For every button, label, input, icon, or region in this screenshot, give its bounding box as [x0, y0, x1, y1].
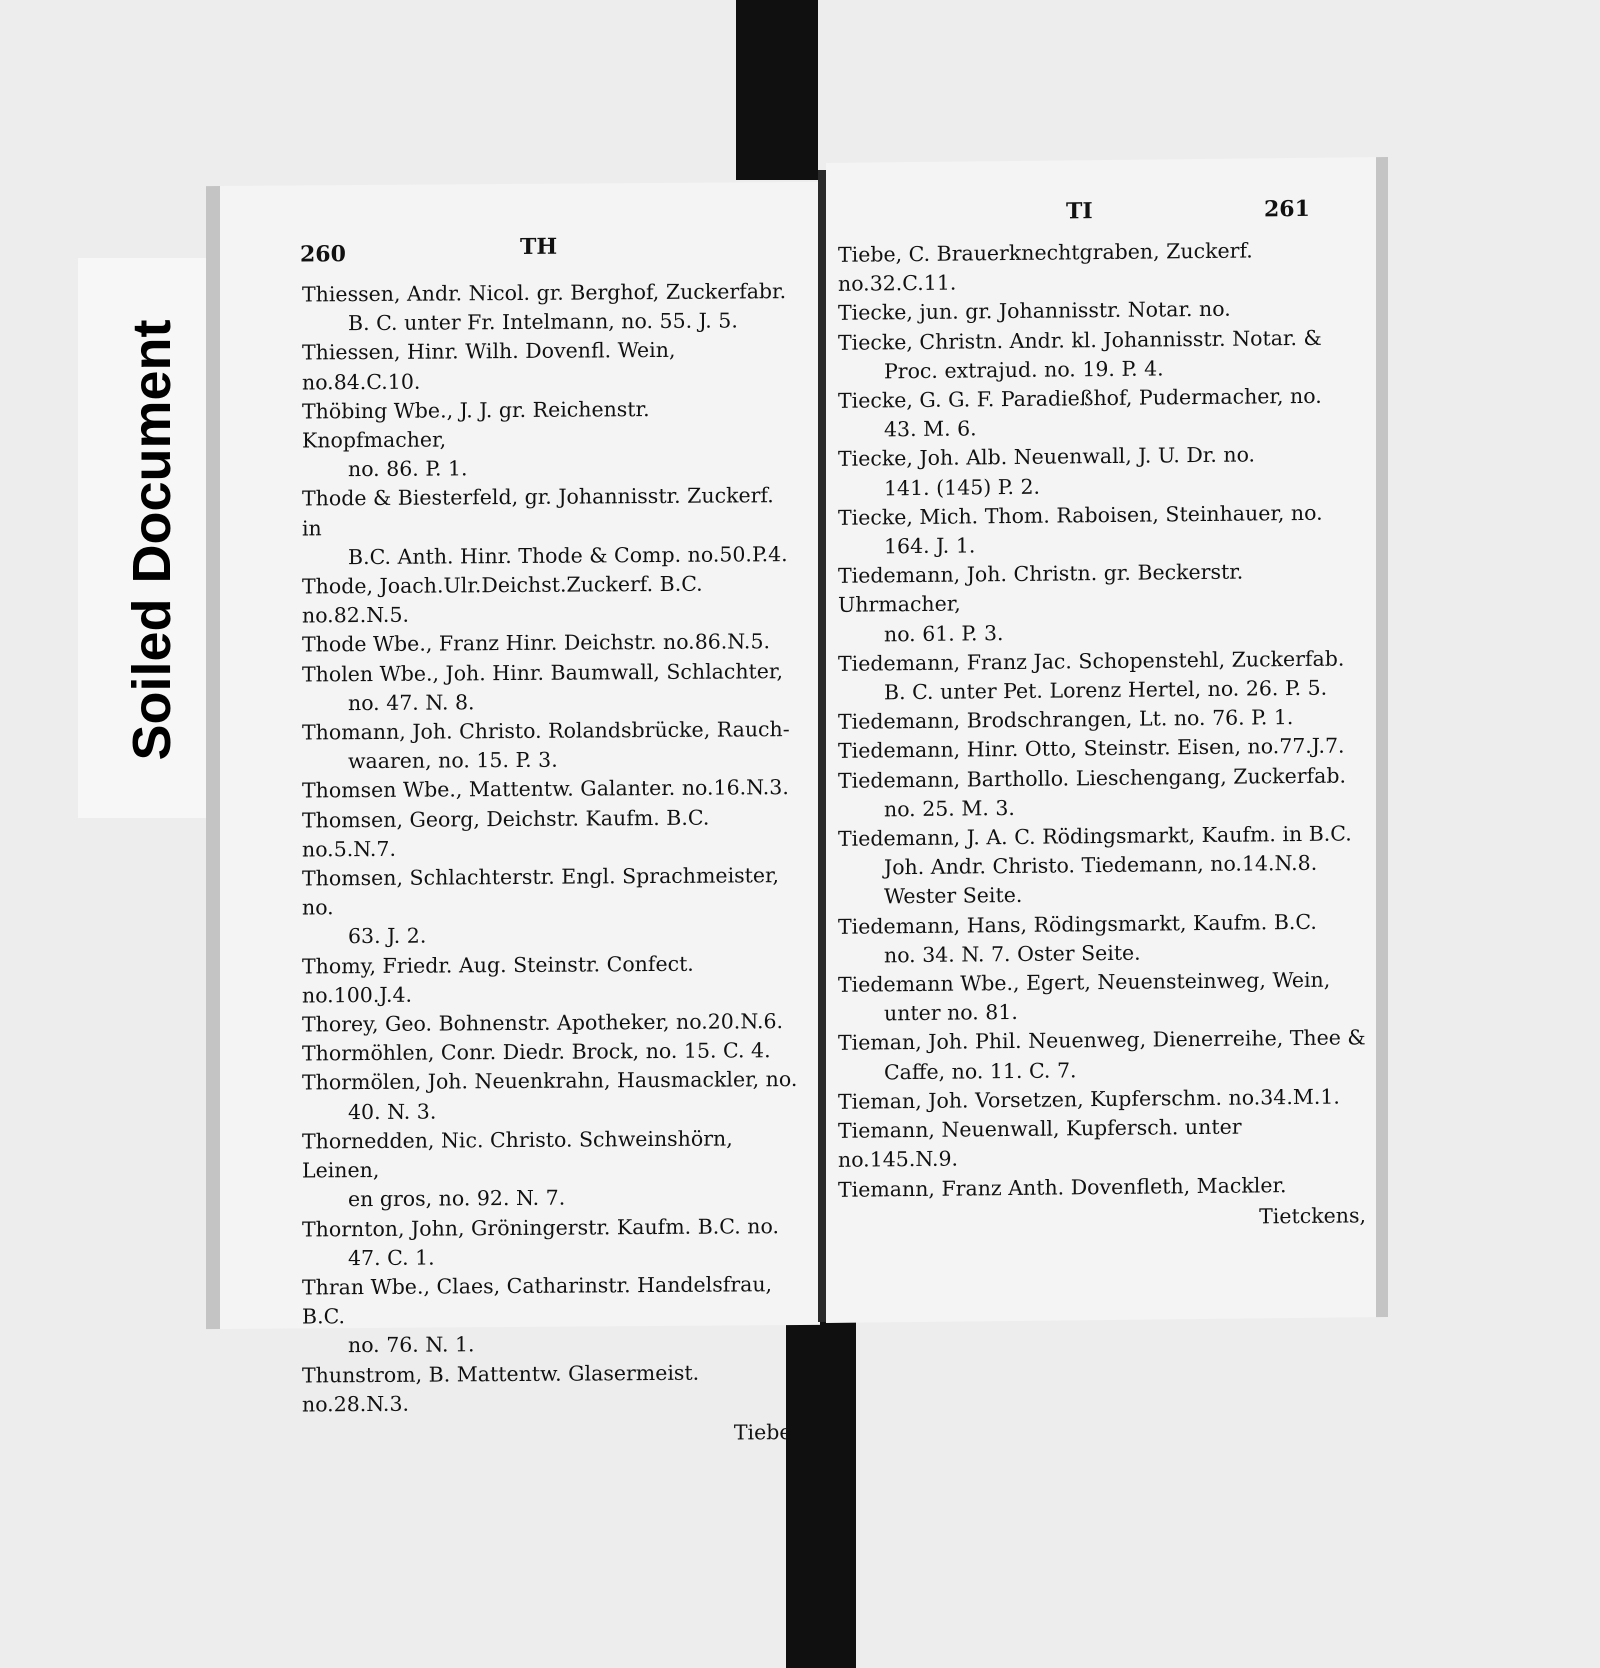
- left-entry-list: [302, 277, 798, 1451]
- entry-line: Thomann, Joh. Christo. Rolandsbrücke, Rauch-: [302, 717, 790, 745]
- entry-continuation-line: no. 47. N. 8.: [348, 690, 475, 715]
- entry-line: Thorey, Geo. Bohnenstr. Apotheker, no.20.N.6.: [302, 1009, 784, 1037]
- entry-line: Thornton, John, Gröningerstr. Kaufm. B.C. no.: [302, 1213, 779, 1241]
- entry-line: Thormölen, Joh. Neuenkrahn, Hausmackler, no.: [302, 1067, 798, 1095]
- entry-line: Tiedemann, Barthollo. Lieschengang, Zuckerfab.: [838, 763, 1346, 793]
- directory-entry: [302, 861, 798, 952]
- directory-entry: [302, 773, 798, 806]
- entry-continuation-line: no. 34. N. 7. Oster Seite.: [884, 940, 1141, 968]
- directory-entry: [838, 965, 1366, 1029]
- entry-line: Tiedemann, Franz Jac. Schopenstehl, Zuckerfab.: [838, 646, 1345, 676]
- directory-entry: [302, 1065, 798, 1127]
- entry-line: Thunstrom, B. Mattentw. Glasermeist. no.28.N.3.: [302, 1360, 700, 1417]
- entry-continuation-line: 141. (145) P. 2.: [884, 474, 1041, 500]
- entry-continuation-line: no. 76. N. 1.: [348, 1332, 475, 1358]
- directory-entry: [838, 381, 1366, 445]
- entry-line: Tiecke, Christn. Andr. kl. Johannisstr. Notar. &: [838, 325, 1322, 355]
- directory-entry: [838, 323, 1366, 387]
- entry-line: Tiedemann, Hinr. Otto, Steinstr. Eisen, no.77.J.7.: [838, 733, 1345, 764]
- directory-entry: [302, 1124, 798, 1215]
- directory-entry: [838, 1082, 1366, 1117]
- left-page-number: 260: [300, 241, 346, 268]
- directory-entry: [302, 569, 798, 631]
- directory-entry: [838, 761, 1366, 825]
- directory-entry: [302, 481, 798, 572]
- entry-line: Thiessen, Andr. Nicol. gr. Berghof, Zuckerfabr.: [302, 279, 787, 307]
- entry-continuation-line: no. 25. M. 3.: [884, 795, 1015, 822]
- entry-line: Tiecke, Joh. Alb. Neuenwall, J. U. Dr. no.: [838, 442, 1256, 472]
- entry-line: Thomsen, Schlachterstr. Engl. Sprachmeister, no.: [302, 863, 780, 920]
- entry-line: Tiecke, G. G. F. Paradießhof, Pudermacher, no.: [838, 383, 1322, 413]
- left-page-header: TH: [520, 233, 558, 260]
- right-page-header: TI: [1066, 198, 1093, 225]
- directory-entry: [838, 1024, 1366, 1088]
- entry-continuation-line: 40. N. 3.: [348, 1099, 437, 1124]
- entry-continuation-line: Joh. Andr. Christo. Tiedemann, no.14.N.8.: [884, 851, 1318, 880]
- directory-entry: [838, 557, 1366, 650]
- entry-line: Tiebe, C. Brauerknechtgraben, Zuckerf. no.32.C.11.: [838, 238, 1253, 297]
- entry-line: Thode Wbe., Franz Hinr. Deichstr. no.86.N.5.: [302, 629, 770, 657]
- entry-continuation-line: 43. M. 6.: [884, 416, 977, 442]
- directory-entry: [838, 498, 1366, 562]
- directory-entry: [302, 715, 798, 777]
- entry-line: Tiecke, jun. gr. Johannisstr. Notar. no.: [838, 297, 1231, 326]
- entry-line: Tiedemann Wbe., Egert, Neuensteinweg, Wein,: [838, 967, 1331, 997]
- entry-line: Tiemann, Neuenwall, Kupfersch. unter no.145.N.9.: [838, 1114, 1242, 1173]
- entry-line: Thormöhlen, Conr. Diedr. Brock, no. 15. C. 4.: [302, 1038, 771, 1066]
- directory-entry: [302, 1358, 798, 1420]
- entry-continuation-line: no. 86. P. 1.: [348, 456, 468, 482]
- directory-entry: [838, 1170, 1366, 1205]
- directory-entry: [302, 277, 798, 339]
- entry-continuation-line: unter no. 81.: [884, 1000, 1018, 1026]
- directory-entry: [302, 1270, 798, 1361]
- entry-continuation-line: B.C. Anth. Hinr. Thode & Comp. no.50.P.4.: [348, 541, 788, 569]
- right-page: [826, 157, 1388, 1323]
- directory-entry: [302, 657, 798, 719]
- entry-line: Thiessen, Hinr. Wilh. Dovenfl. Wein, no.84.C.10.: [302, 338, 676, 395]
- entry-line: Tiedemann, Hans, Rödingsmarkt, Kaufm. B.C.: [838, 909, 1317, 939]
- directory-entry: [838, 907, 1366, 971]
- directory-entry: [838, 440, 1366, 504]
- entry-line: Thode & Biesterfeld, gr. Johannisstr. Zuckerf. in: [302, 483, 774, 541]
- entry-line: Tholen Wbe., Joh. Hinr. Baumwall, Schlachter,: [302, 658, 783, 687]
- entry-line: Thomy, Friedr. Aug. Steinstr. Confect. no.100.J.4.: [302, 951, 694, 1008]
- directory-entry: [838, 644, 1366, 708]
- directory-entry: [302, 803, 798, 865]
- entry-line: Thöbing Wbe., J. J. gr. Reichenstr. Knopfmacher,: [302, 396, 650, 453]
- entry-line: Thornedden, Nic. Christo. Schweinshörn, Leinen,: [302, 1126, 733, 1183]
- entry-line: Tiemann, Franz Anth. Dovenfleth, Mackler.: [838, 1172, 1287, 1202]
- catchword: Tietckens,: [1259, 1202, 1366, 1229]
- directory-entry: [302, 1036, 798, 1069]
- entry-line: Tiedemann, J. A. C. Rödingsmarkt, Kaufm. in B.C.: [838, 821, 1352, 851]
- soiled-document-label: Soiled Document: [122, 319, 182, 761]
- directory-entry: [302, 394, 798, 485]
- entry-continuation-line: 63. J. 2.: [348, 924, 427, 949]
- directory-entry: [838, 235, 1366, 299]
- right-entry-list: [838, 235, 1366, 1235]
- entry-continuation-line: waaren, no. 15. P. 3.: [348, 747, 558, 774]
- directory-entry: [302, 949, 798, 1011]
- binding-strap-top: [736, 0, 818, 180]
- directory-entry: [302, 1212, 798, 1274]
- entry-continuation-line: no. 61. P. 3.: [884, 620, 1004, 646]
- directory-entry: [838, 1111, 1366, 1175]
- right-page-number: 261: [1264, 195, 1310, 223]
- entry-line: Thomsen, Georg, Deichstr. Kaufm. B.C. no.5.N.7.: [302, 805, 710, 862]
- entry-line: Tiedemann, Brodschrangen, Lt. no. 76. P. 1.: [838, 705, 1294, 735]
- entry-line: Thran Wbe., Claes, Catharinstr. Handelsfrau, B.C.: [302, 1272, 773, 1329]
- entry-continuation-line: B. C. unter Pet. Lorenz Hertel, no. 26. P. 5.: [884, 675, 1328, 705]
- directory-entry: [302, 1007, 798, 1040]
- entry-line: Tieman, Joh. Phil. Neuenweg, Dienerreihe, Thee &: [838, 1025, 1366, 1056]
- entry-line: Tiedemann, Joh. Christn. gr. Beckerstr. Uhrmacher,: [838, 559, 1244, 618]
- entry-line: Tieman, Joh. Vorsetzen, Kupferschm. no.34.M.1.: [838, 1084, 1340, 1114]
- entry-line: Thomsen Wbe., Mattentw. Galanter. no.16.N.3.: [302, 775, 789, 803]
- entry-continuation-line: B. C. unter Fr. Intelmann, no. 55. J. 5.: [348, 308, 738, 336]
- entry-continuation-line: 47. C. 1.: [348, 1245, 435, 1270]
- left-page: [206, 182, 820, 1445]
- entry-line: Tiecke, Mich. Thom. Raboisen, Steinhauer, no.: [838, 500, 1323, 530]
- directory-entry: [302, 627, 798, 660]
- catchword: Tiebe,: [733, 1419, 798, 1445]
- directory-entry: [838, 819, 1366, 912]
- entry-continuation-line: Proc. extrajud. no. 19. P. 4.: [884, 356, 1164, 384]
- entry-continuation-line: Caffe, no. 11. C. 7.: [884, 1058, 1077, 1085]
- entry-line: Thode, Joach.Ulr.Deichst.Zuckerf. B.C. no.82.N.5.: [302, 571, 703, 628]
- directory-entry: [302, 335, 798, 397]
- entry-continuation-line: en gros, no. 92. N. 7.: [348, 1185, 566, 1212]
- entry-continuation-line: Wester Seite.: [884, 883, 1023, 909]
- entry-continuation-line: 164. J. 1.: [884, 533, 976, 559]
